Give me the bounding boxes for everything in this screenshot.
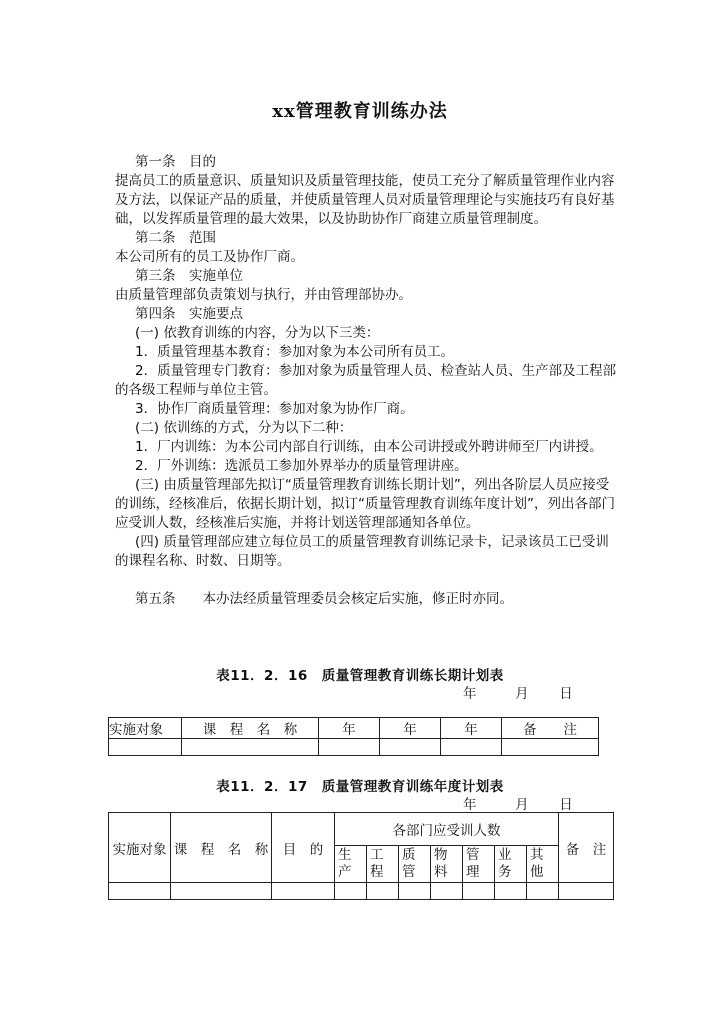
header-cell-course: 课 程 名 称 <box>171 813 272 883</box>
header-cell-dept <box>463 846 495 883</box>
table-2-date <box>463 793 573 813</box>
header-cell-purpose: 目 的 <box>272 813 335 883</box>
dept-char: 物 <box>434 847 448 863</box>
table-cell[interactable] <box>495 883 527 900</box>
date-month: 月 <box>515 797 529 813</box>
article-4-section-2-item-2: 2．厂外训练：选派员工参加外界举办的质量管理讲座。 <box>135 458 468 474</box>
header-cell-target: 实施对象 <box>109 813 171 883</box>
date-day: 日 <box>559 797 573 813</box>
table-row <box>109 718 599 739</box>
article-1-heading: 第一条 目的 <box>135 154 216 170</box>
header-cell-dept <box>367 846 399 883</box>
date-year: 年 <box>463 797 477 813</box>
table-cell[interactable] <box>431 883 463 900</box>
dept-char: 业 <box>498 847 512 863</box>
article-3-heading: 第三条 实施单位 <box>135 268 243 284</box>
document-title: xx管理教育训练办法 <box>272 101 448 122</box>
table-cell[interactable] <box>463 883 495 900</box>
article-4-heading: 第四条 实施要点 <box>135 306 243 322</box>
article-4-section-1: (一) 依教育训练的内容，分为以下三类： <box>135 325 380 341</box>
table-2-caption: 表11．2．17 质量管理教育训练年度计划表 <box>216 779 504 795</box>
table-1-date <box>463 682 573 702</box>
table-cell[interactable] <box>335 883 367 900</box>
date-day: 日 <box>559 686 573 702</box>
article-3-text: 由质量管理部负责策划与执行，并由管理部协办。 <box>115 287 412 303</box>
dept-char: 理 <box>466 864 480 880</box>
dept-char: 生 <box>338 847 352 863</box>
table-1 <box>108 717 599 756</box>
table-cell[interactable] <box>109 739 182 756</box>
table-row <box>109 813 614 846</box>
table-row <box>109 883 614 900</box>
article-4-section-1-item-3: 3．协作厂商质量管理：参加对象为协作厂商。 <box>135 401 414 417</box>
dept-char: 务 <box>498 864 512 880</box>
header-cell-dept <box>335 846 367 883</box>
dept-char: 产 <box>338 864 352 880</box>
article-4-section-3: (三) 由质量管理部先拟订“质量管理教育训练长期计划”，列出各阶层人员应接受的训练，经核准后，依据长期计划，拟订“质量管理教育训练年度计划”，列出各部门应受训人数，经核准后实施，并将计划送管理部通知各单位。 <box>115 477 615 531</box>
table-cell[interactable] <box>527 883 559 900</box>
article-2-heading: 第二条 范围 <box>135 230 216 246</box>
table-cell[interactable] <box>109 883 171 900</box>
header-cell-dept <box>527 846 559 883</box>
date-year: 年 <box>463 686 477 702</box>
article-4-section-1-item-1: 1．质量管理基本教育：参加对象为本公司所有员工。 <box>135 344 455 360</box>
table-cell[interactable] <box>319 739 380 756</box>
article-4-section-4: (四) 质量管理部应建立每位员工的质量管理教育训练记录卡，记录该员工已受训的课程名称、时数、日期等。 <box>115 534 609 569</box>
article-4-section-2: (二) 依训练的方式，分为以下二种： <box>135 420 353 436</box>
article-4-section-1-item-2: 2．质量管理专门教育：参加对象为质量管理人员、检查站人员、生产部及工程部的各级工程师与单位主管。 <box>115 363 617 398</box>
table-cell[interactable] <box>171 883 272 900</box>
table-cell[interactable] <box>502 739 599 756</box>
article-5: 第五条 本办法经质量管理委员会核定后实施，修正时亦同。 <box>135 591 513 607</box>
header-cell: 实施对象 <box>109 718 182 739</box>
article-4-section-2-item-1: 1．厂内训练：为本公司内部自行训练，由本公司讲授或外聘讲师至厂内讲授。 <box>135 439 603 455</box>
date-month: 月 <box>515 686 529 702</box>
table-row <box>109 739 599 756</box>
dept-char: 程 <box>370 864 384 880</box>
article-2-text: 本公司所有的员工及协作厂商。 <box>115 249 304 265</box>
table-1-caption: 表11．2．16 质量管理教育训练长期计划表 <box>216 668 504 684</box>
table-cell[interactable] <box>559 883 614 900</box>
dept-char: 管 <box>402 864 416 880</box>
document-body <box>115 153 620 609</box>
header-cell: 年 <box>441 718 502 739</box>
table-cell[interactable] <box>272 883 335 900</box>
header-cell: 年 <box>319 718 380 739</box>
spacer <box>115 571 620 590</box>
table-cell[interactable] <box>441 739 502 756</box>
table-cell[interactable] <box>367 883 399 900</box>
header-cell: 课 程 名 称 <box>182 718 319 739</box>
dept-char: 其 <box>530 847 544 863</box>
header-cell: 年 <box>380 718 441 739</box>
dept-char: 料 <box>434 864 448 880</box>
header-cell: 备 注 <box>502 718 599 739</box>
header-cell-note: 备 注 <box>559 813 614 883</box>
article-1-text: 提高员工的质量意识、质量知识及质量管理技能，使员工充分了解质量管理作业内容及方法，以保证产品的质量，并使质量管理人员对质量管理理论与实施技巧有良好基础，以发挥质量管理的最大效果，以及协助协作厂商建立质量管理制度。 <box>115 173 615 227</box>
header-cell-dept-group: 各部门应受训人数 <box>335 813 559 846</box>
table-2 <box>108 812 614 900</box>
table-cell[interactable] <box>380 739 441 756</box>
dept-char: 工 <box>370 847 384 863</box>
table-cell[interactable] <box>182 739 319 756</box>
table-cell[interactable] <box>399 883 431 900</box>
dept-char: 管 <box>466 847 480 863</box>
dept-char: 质 <box>402 847 416 863</box>
header-cell-dept <box>495 846 527 883</box>
dept-char: 他 <box>530 864 544 880</box>
header-cell-dept <box>431 846 463 883</box>
header-cell-dept <box>399 846 431 883</box>
